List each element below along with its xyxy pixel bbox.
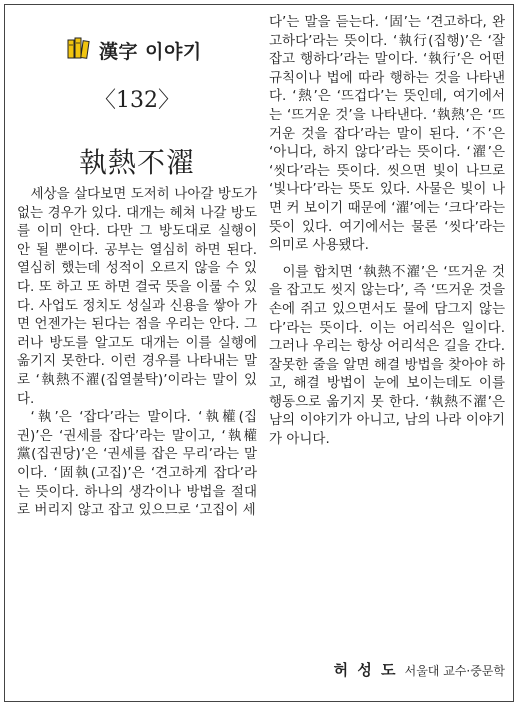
book-stack-icon [67,37,93,59]
article-header [17,5,257,179]
article-page [4,4,514,702]
paragraph-1: 세상을 살다보면 도저히 나아갈 방도가 없는 경우가 있다. 대개는 헤쳐 나갈 방도를 이미 안다. 다만 그 방도대로 실행이 안 될 뿐이다. 공부는 열심히 하면 된다. 열심히 했는데 성적이 오르지 않을 수 있다. 또 하고 또 하면 결국 뜻을 이룰 수 있다. 사업도 정치도 성실과 신용을 쌓아 가면 언젠가는 된다는 점을 우리는 안다. 그러나 방도를 알고도 대개는 이를 실행에 옮기지 못한다. 이런 경우를 나타내는 말로 ‘執熱不濯(집열불탁)’이라는 말이 있다. [17,186,257,407]
right-body [269,13,505,449]
byline [334,659,505,680]
series-number: 〈132〉 [94,88,180,113]
series-title: 漢字 이야기 [99,41,202,63]
paragraph-3: 이를 합치면 ‘執熱不濯’은 ‘뜨거운 것을 잡고도 씻지 않는다’, 즉 ‘뜨거운 것을 손에 쥐고 있으면서도 물에 담그지 않는다’라는 뜻이다. 이는 어리석은 일이다. 그러나 우리는 항상 어리석은 길을 간다. 잘못한 줄을 알면 해결 방법을 찾아야 하고, 해결 방법이 눈에 보이는데도 이를 행동으로 옮기지 못 한다. ‘執熱不濯’은 남의 이야기가 아니고, 남의 나라 이야기가 아니다. [269,263,505,448]
paragraph-2-part-1: ‘執’은 ‘잡다’라는 말이다. ‘執權(집권)’은 ‘권세를 잡다’라는 말이고, ‘執權黨(집권당)’은 ‘권세를 잡은 무리’라는 말이다. ‘固執(고집)’은 ‘견고하게 잡다’라는 뜻이다. 하나의 생각이나 방법을 절대로 버리지 않고 잡고 있으므로 ‘고집이 세 [17,409,257,519]
author-affiliation: 서울대 교수·중문학 [404,664,505,678]
left-body [17,185,257,520]
author-name: 허 성 도 [333,661,398,679]
paragraph-2-part-2: 다’는 말을 듣는다. ‘固’는 ‘견고하다, 완고하다’라는 뜻이다. ‘執行(집행)’은 ‘잘 잡고 행하다’라는 말이다. ‘執行’은 어떤 규칙이나 법에 따라 행하는 것을 나타낸다. ‘熱’은 ‘뜨겁다’는 뜻인데, 여기에서는 ‘뜨거운 것’을 나타낸다. ‘執熱’은 ‘뜨거운 것을 잡다’라는 말이 된다. ‘不’은 ‘아니다, 하지 않다’라는 뜻이다. ‘濯’은 ‘씻다’라는 뜻이다. 씻으면 빛이 나므로 ‘빛나다’라는 뜻도 있다. 사물은 빛이 나면 커 보이기 때문에 ‘濯’에는 ‘크다’라는 뜻이 있다. 여기에서는 물론 ‘씻다’라는 의미로 사용됐다. [269,14,505,254]
headline: 執熱不濯 [78,146,195,179]
